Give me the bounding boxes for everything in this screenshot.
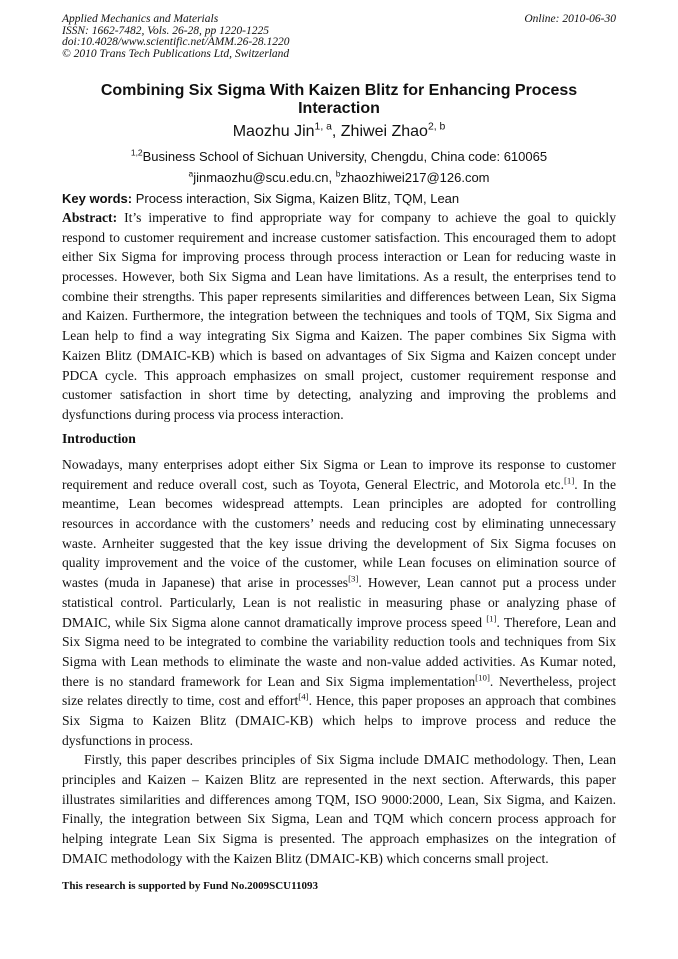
text-line — [62, 228, 616, 248]
abstract — [62, 208, 616, 425]
text-line — [62, 691, 616, 711]
affiliation-text: Business School of Sichuan University, Chengdu, China code: 610065 — [142, 149, 548, 164]
text-line — [62, 287, 616, 307]
text-line — [62, 770, 616, 790]
text-segment: requirement and reduce overall cost, such as Toyota, General Electric, and Motorola etc. — [62, 476, 564, 492]
issn: ISSN: 1662-7482, Vols. 26-28, pp 1220-1225 — [62, 24, 269, 37]
text-line — [62, 494, 616, 514]
text-segment: meantime, Lean becomes widespread attempts. Lean principles are adopted for controlling — [62, 496, 616, 512]
journal-info — [62, 14, 290, 60]
author-sup: 2, b — [427, 121, 446, 133]
text-line — [62, 267, 616, 287]
emails — [62, 170, 616, 185]
text-segment: DMAIC methodology with the Kaizen Blitz (DMAIC-KB) which concerns small project. — [62, 850, 549, 866]
author-name: Zhiwei Zhao — [340, 123, 428, 140]
text-line — [62, 613, 616, 633]
paragraph — [62, 455, 616, 750]
text-line — [62, 809, 616, 829]
text-segment: wastes (muda in Japanese) that arise in processes — [62, 575, 349, 591]
citation: [4] — [298, 691, 309, 702]
text-segment: helping integrate Lean Six Sigma is presented. The approach emphasizes on the integration of — [62, 831, 616, 847]
text-line — [62, 573, 616, 593]
text-segment: either Six Sigma for improving process through process interaction or Lean for reducing waste in — [62, 249, 616, 265]
doi: doi:10.4028/www.scientific.net/AMM.26-28.1220 — [62, 36, 290, 48]
text-line — [62, 208, 616, 228]
text-segment: Six Sigma need to be integrated to combine the variability reduction tools and techniques from Six — [62, 634, 616, 650]
text-line — [62, 514, 616, 534]
text-line — [62, 593, 616, 613]
keywords-label: Key words: — [62, 191, 133, 206]
email: zhaozhiwei217@126.com — [340, 170, 490, 185]
citation: [1] — [486, 612, 497, 623]
text-segment: . Hence, this paper proposes an approach that combines — [308, 693, 617, 709]
keywords — [62, 191, 616, 206]
text-segment: dysfunctions in process. — [62, 732, 194, 748]
text-line — [62, 750, 616, 770]
text-segment: . Nevertheless, project — [489, 673, 616, 689]
text-line — [62, 366, 616, 386]
keywords-text: Process interaction, Six Sigma, Kaizen Blitz, TQM, Lean — [132, 191, 460, 206]
text-line — [62, 385, 616, 405]
text-segment: customer satisfaction in short time by detecting, analyzing and improving the problems and — [62, 387, 616, 403]
text-segment: Sigma with Lean methods to eliminate the waste and non-value added activities. As Kumar noted, — [62, 653, 616, 669]
author-separator: , — [331, 123, 341, 140]
introduction-body — [62, 455, 616, 868]
online-date: Online: 2010-06-30 — [524, 13, 616, 25]
text-segment: resources in accordance with the customers’ needs and reducing cost by eliminating unnecessary — [62, 516, 616, 532]
text-segment: Firstly, this paper describes principles of Six Sigma include DMAIC methodology. Then, Lean — [84, 752, 616, 768]
text-segment: . Therefore, Lean and — [496, 614, 616, 630]
citation: [3] — [348, 573, 359, 584]
text-line — [62, 829, 616, 849]
text-line — [62, 475, 616, 495]
email-sup: b — [335, 168, 341, 179]
text-line — [62, 534, 616, 554]
authors — [62, 123, 616, 141]
author-name: Maozhu Jin — [232, 123, 315, 140]
paper-title — [62, 82, 616, 118]
text-line — [62, 652, 616, 672]
text-segment: quality improvement and the voice of the customer, while Lean focuses on elimination source of — [62, 555, 616, 571]
text-line — [62, 405, 616, 425]
email-sup: a — [188, 168, 194, 179]
text-line — [62, 553, 616, 573]
text-line — [62, 306, 616, 326]
text-segment: statistical control. Particularly, Lean is not realistic in measuring phase or analyzing phase of — [62, 594, 616, 610]
text-segment: dysfunctions during process via process interaction. — [62, 406, 344, 422]
text-line — [62, 711, 616, 731]
paragraph — [62, 750, 616, 868]
text-segment: It’s imperative to find appropriate way for company to achieve the goal to quickly — [117, 210, 616, 225]
text-segment: and Kaizen. Furthermore, the integration between the techniques and tools of TQM, Six Sigma and — [62, 308, 616, 324]
text-segment: Finally, the integration between Six Sigma, Lean and TQM which concern process approach for — [62, 811, 616, 827]
citation: [1] — [563, 475, 575, 486]
text-segment: combine their strengths. This paper represents similarities and differences between Lean, Six Sigma — [62, 288, 616, 304]
text-segment: there is no standard framework for Lean and Six Sigma implementation — [62, 673, 476, 689]
text-segment: waste. Arnheiter suggested that the key issue driving the development of Six Sigma focuses on — [62, 535, 616, 551]
text-segment: size relates directly to time, cost and effort — [62, 693, 299, 709]
copyright: © 2010 Trans Tech Publications Ltd, Switzerland — [62, 47, 290, 60]
email: jinmaozhu@scu.edu.cn, — [193, 170, 336, 185]
text-segment: illustrates similarities and differences among TQM, ISO 9000:2000, Lean, Six Sigma, and Kaizen. — [62, 791, 616, 807]
text-segment: Kaizen Blitz (DMAIC-KB) which is based on advantages of Six Sigma and Kaizen concept under — [62, 347, 616, 363]
text-segment: Nowadays, many enterprises adopt either Six Sigma or Lean to improve its response to customer — [62, 457, 616, 472]
text-segment: processes. However, both Six Sigma and Lean have limitations. As a result, the enterprises tend to — [62, 269, 616, 285]
text-line — [62, 632, 616, 652]
title-line: Interaction — [298, 100, 380, 117]
text-segment: Six Sigma to Kaizen Blitz (DMAIC-KB) which helps to improve process and reduce the — [62, 712, 616, 728]
text-segment: . However, Lean cannot put a process under — [358, 575, 616, 591]
text-line — [62, 247, 616, 267]
text-line — [62, 455, 616, 475]
text-line — [62, 849, 616, 869]
text-segment: Lean help to find a way integrating Six Sigma and Kaizen. The paper combines Six Sigma with — [62, 328, 616, 344]
text-line — [62, 672, 616, 692]
text-segment: respond to customer requirement and increase customer satisfaction. This encouraged them to adopt — [62, 229, 616, 245]
text-line — [62, 326, 616, 346]
text-segment: . In the — [574, 476, 616, 492]
author-sup: 1, a — [314, 121, 332, 133]
citation: [10] — [475, 672, 490, 683]
text-line — [62, 731, 616, 751]
affiliation-sup: 1,2 — [130, 147, 143, 158]
text-segment: principles and Kaizen – Kaizen Blitz are represented in the next section. Afterwards, this paper — [62, 772, 616, 787]
journal-name: Applied Mechanics and Materials — [62, 13, 219, 25]
text-line — [62, 346, 616, 366]
text-line — [62, 790, 616, 810]
footnote: This research is supported by Fund No.2009SCU11093 — [62, 880, 319, 892]
title-line: Combining Six Sigma With Kaizen Blitz for Enhancing Process — [100, 82, 578, 99]
section-heading-introduction: Introduction — [62, 431, 136, 446]
abstract-label: Abstract: — [62, 210, 118, 225]
text-segment: PDCA cycle. This approach emphasizes on small project, customer requirement response and — [62, 367, 616, 383]
text-segment: DMAIC, while Six Sigma alone cannot dramatically improve process speed — [62, 614, 487, 630]
affiliation — [62, 149, 616, 164]
